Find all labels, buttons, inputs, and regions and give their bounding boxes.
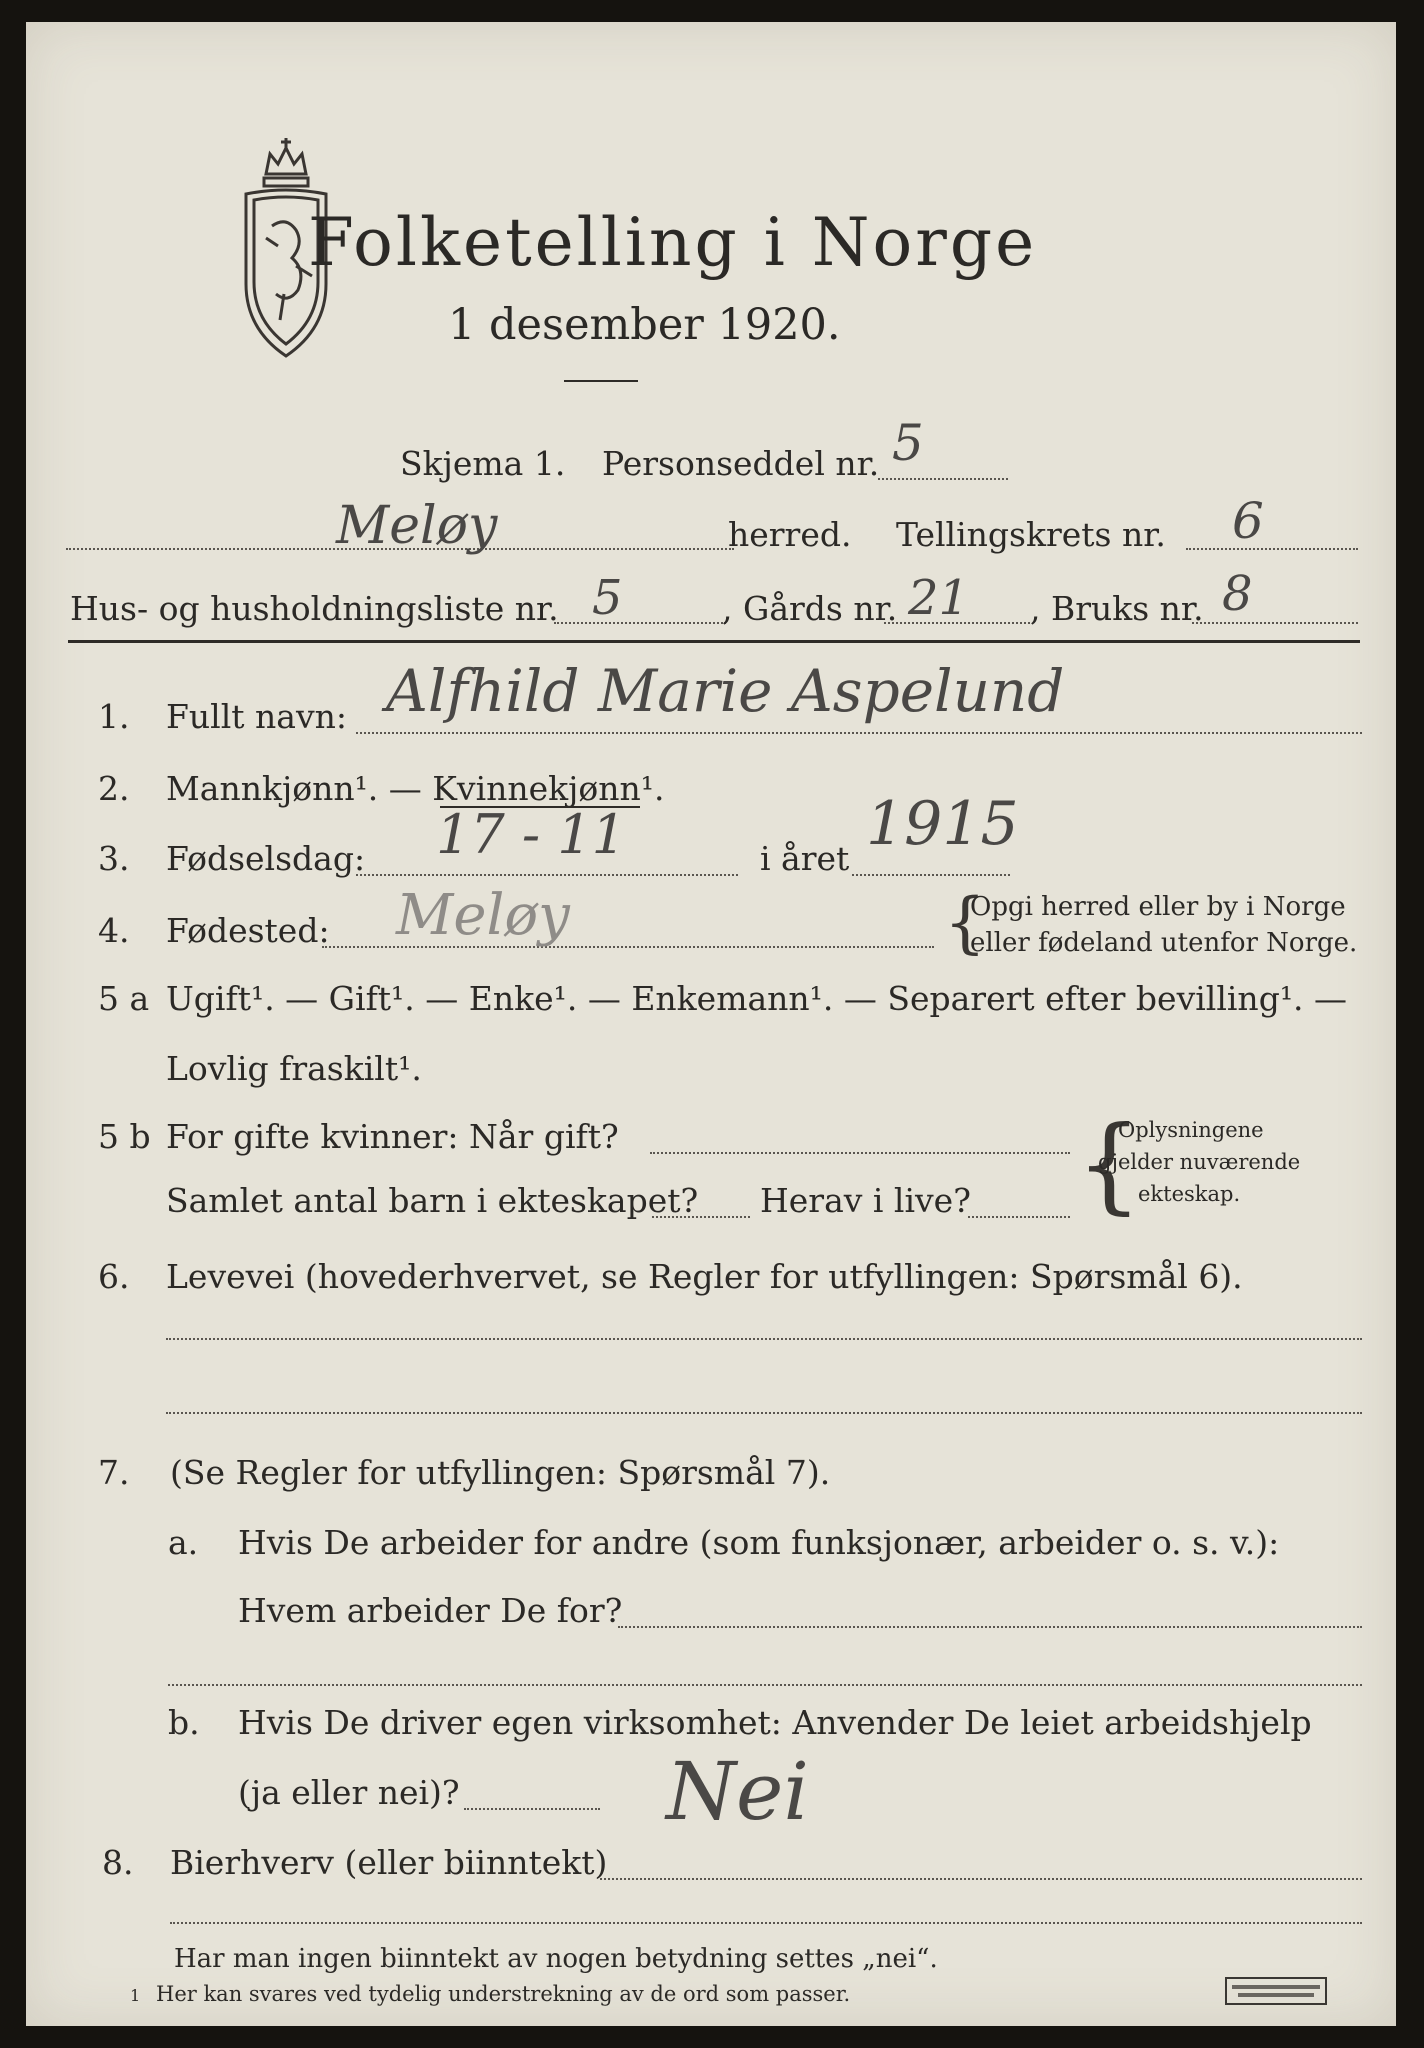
title-divider [564,380,638,382]
q3-number: 3. [98,839,130,878]
q2-number: 2. [98,769,130,808]
bruks-field[interactable] [1192,622,1358,624]
q3-label: Fødselsdag: [166,839,366,878]
gards-label: , Gårds nr. [722,589,898,628]
marriage-note-line2: gjelder nuværende [1098,1150,1301,1174]
full-name-field[interactable] [356,732,1362,734]
footnote-number: 1 [130,1986,141,2005]
q5a-number: 5 a [98,979,150,1018]
q5b-number: 5 b [98,1117,151,1156]
husliste-label: Hus- og husholdningsliste nr. [70,589,559,628]
when-married-field[interactable] [650,1152,1070,1154]
marital-status-options-line2[interactable]: Lovlig fraskilt¹. [166,1049,422,1088]
married-women-label: For gifte kvinner: Når gift? [166,1117,619,1156]
printer-stamp [1224,1976,1328,2006]
schema-label: Skjema 1. [400,444,566,483]
side-income-field[interactable] [600,1878,1362,1880]
hired-help-field[interactable] [464,1808,600,1810]
birthplace-note-brace: { [944,884,986,961]
occupation-field-line1[interactable] [166,1338,1362,1340]
footnote-text: Her kan svares ved tydelig understrekning av de ord som passer. [156,1982,851,2006]
employer-field[interactable] [618,1626,1362,1628]
husliste-field[interactable] [554,622,726,624]
census-date: 1 desember 1920. [448,300,841,350]
occupation-label: Levevei (hovederhvervet, se Regler for utfyllingen: Spørsmål 6). [166,1257,1243,1296]
herred-value: Meløy [336,496,498,556]
marriage-note-line1: Oplysningene [1118,1118,1264,1142]
q4-label: Fødested: [166,911,330,950]
children-count-label: Samlet antal barn i ekteskapet? [166,1181,699,1220]
marriage-note-line3: ekteskap. [1138,1182,1241,1206]
marriage-note-brace: { [1076,1103,1143,1225]
personseddel-label: Personseddel nr. [602,444,880,483]
q7-number: 7. [98,1453,130,1492]
birth-year-value: 1915 [866,789,1019,859]
occupation-field-line2[interactable] [166,1412,1362,1414]
birthplace-note-line1: Opgi herred eller by i Norge [970,892,1346,922]
children-alive-field[interactable] [968,1216,1070,1218]
hired-help-label: (ja eller nei)? [238,1773,460,1812]
bruks-label: , Bruks nr. [1030,589,1204,628]
q7b-letter: b. [168,1703,200,1742]
side-income-value: Nei [666,1745,809,1838]
q1-label: Fullt navn: [166,697,347,736]
tellingskrets-label: Tellingskrets nr. [896,515,1166,554]
birthplace-note-line2: eller fødeland utenfor Norge. [970,928,1358,958]
form-title: Folketelling i Norge [308,204,1038,281]
q4-number: 4. [98,911,130,950]
husliste-value: 5 [592,570,623,626]
birth-year-field[interactable] [852,874,1010,876]
q7b-label: Hvis De driver egen virksomhet: Anvender De leiet arbeidshjelp [238,1703,1312,1742]
birth-year-label: i året [760,839,850,878]
bruks-value: 8 [1222,566,1253,622]
q8-number: 8. [102,1843,134,1882]
personseddel-field[interactable] [878,478,1008,480]
full-name-value: Alfhild Marie Aspelund [386,657,1065,725]
footer-note: Har man ingen biinntekt av nogen betydning settes „nei“. [174,1944,938,1974]
q7-label: (Se Regler for utfyllingen: Spørsmål 7). [170,1453,831,1492]
side-income-field-line2[interactable] [170,1922,1362,1924]
employer-field-line2[interactable] [168,1684,1362,1686]
birthplace-value: Meløy [396,883,570,948]
personseddel-value: 5 [892,414,924,472]
q7a-label: Hvis De arbeider for andre (som funksjonær, arbeider o. s. v.): [238,1523,1280,1562]
census-form-sheet [26,22,1396,2026]
children-count-field[interactable] [652,1216,750,1218]
marital-status-options[interactable]: Ugift¹. — Gift¹. — Enke¹. — Enkemann¹. — Separert efter bevilling¹. — [166,979,1348,1018]
birthday-value: 17 - 11 [436,803,627,866]
section-divider [68,640,1360,643]
employer-label: Hvem arbeider De for? [238,1591,623,1630]
children-alive-label: Herav i live? [760,1181,971,1220]
side-income-label: Bierhverv (eller biinntekt) [170,1843,608,1882]
birthday-field[interactable] [356,874,738,876]
q1-number: 1. [98,697,130,736]
gender-options[interactable]: Mannkjønn¹. — Kvinnekjønn¹. [166,769,665,808]
q7a-letter: a. [168,1523,199,1562]
tellingskrets-value: 6 [1232,492,1264,550]
gards-value: 21 [908,570,970,626]
tellingskrets-field[interactable] [1186,548,1358,550]
q6-number: 6. [98,1257,130,1296]
herred-label: herred. [728,515,852,554]
